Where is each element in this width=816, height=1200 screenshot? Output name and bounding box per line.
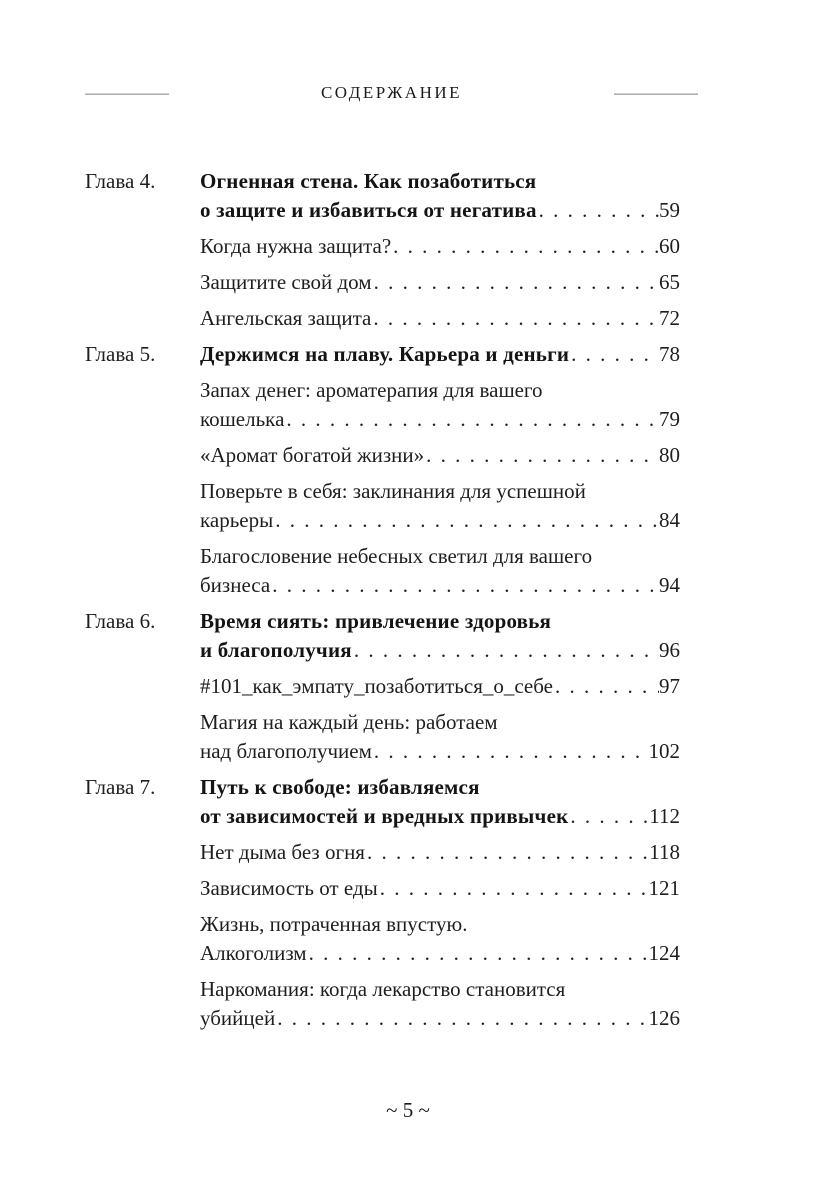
toc-entry-title-line: Время сиять: привлечение здоровья [200,609,552,633]
table-of-contents [85,167,680,1040]
toc-entry-title: Зависимость от еды [200,876,378,900]
header-rule-right [614,93,698,95]
toc-entry-title: #101_как_эмпату_позаботиться_о_себе [200,674,553,698]
toc-page-number: 60 [659,234,680,258]
toc-entry [85,975,680,1033]
toc-page-number: 84 [659,508,680,532]
dot-leader [275,1004,648,1033]
dot-leader [391,232,659,261]
toc-entry-title: Держимся на плаву. Карьера и деньги [200,342,570,366]
toc-entry-title-line: Огненная стена. Как позаботиться [200,169,537,193]
dot-leader [372,268,659,297]
toc-page-number: 72 [659,306,680,330]
toc-entry [85,232,680,261]
dot-leader [378,874,649,903]
dot-leader [372,737,649,766]
toc-entry-title: убийцей [200,1006,276,1030]
dot-leader [371,304,659,333]
dot-leader [307,939,649,968]
toc-page-number: 126 [648,1006,680,1030]
toc-page-number: 118 [649,840,680,864]
toc-page-number: 112 [649,804,680,828]
chapter-label: Глава 5. [85,342,156,366]
toc-entry-title-line: Наркомания: когда лекарство становится [200,977,566,1001]
toc-entry-title: «Аромат богатой жизни» [200,443,425,467]
dot-leader [352,636,659,665]
dot-leader [569,340,659,369]
toc-page-number: 94 [659,573,680,597]
page-header [85,84,698,104]
toc-entry-title: кошелька [200,407,285,431]
dot-leader [537,196,659,225]
dot-leader [365,838,649,867]
toc-page-number: 65 [659,270,680,294]
toc-entry [85,477,680,535]
toc-page-number: 78 [659,342,680,366]
toc-entry-title-line: Запах денег: ароматерапия для вашего [200,378,543,402]
dot-leader [568,802,649,831]
toc-entry [85,838,680,867]
page-title: СОДЕРЖАНИЕ [320,83,463,102]
dot-leader [270,571,659,600]
toc-entry-title: Когда нужна защита? [200,234,392,258]
toc-entry-title: над благополучием [200,739,372,763]
toc-page-number: 96 [659,638,680,662]
toc-entry [85,441,680,470]
toc-entry-title: Ангельская защита [200,306,372,330]
toc-entry-title: карьеры [200,508,274,532]
toc-page-number: 59 [659,198,680,222]
toc-entry-chapter-7 [85,773,680,831]
toc-entry-chapter-6 [85,607,680,665]
toc-entry-title-line: Благословение небесных светил для вашего [200,544,593,568]
toc-page-number: 121 [648,876,680,900]
dot-leader [424,441,659,470]
toc-entry-title: о защите и избавиться от негатива [200,198,537,222]
toc-page-number: 97 [659,674,680,698]
chapter-label: Глава 6. [85,609,156,633]
toc-entry [85,376,680,434]
dot-leader [273,506,659,535]
toc-entry-title-line: Путь к свободе: избавляемся [200,775,480,799]
chapter-label: Глава 7. [85,775,156,799]
toc-page-number: 102 [648,739,680,763]
toc-entry-title-line: Жизнь, потраченная впустую. [200,912,468,936]
dot-leader [553,672,659,701]
toc-entry-title: Нет дыма без огня [200,840,365,864]
toc-entry [85,910,680,968]
toc-page-number: 79 [659,407,680,431]
toc-entry [85,268,680,297]
toc-entry [85,708,680,766]
toc-entry [85,874,680,903]
dot-leader [284,405,659,434]
toc-entry-title-line: Магия на каждый день: работаем [200,710,498,734]
toc-entry-title-line: Поверьте в себя: заклинания для успешной [200,479,586,503]
toc-entry-title: Алкоголизм [200,941,307,965]
toc-entry [85,672,680,701]
toc-entry-title: от зависимостей и вредных привычек [200,804,569,828]
toc-entry [85,542,680,600]
toc-entry-chapter-4 [85,167,680,225]
toc-entry [85,304,680,333]
toc-entry-title: Защитите свой дом [200,270,372,294]
toc-entry-chapter-5 [85,340,680,369]
toc-entry-title: бизнеса [200,573,271,597]
page-number-footer: ~ 5 ~ [386,1098,430,1122]
toc-page-number: 80 [659,443,680,467]
chapter-label: Глава 4. [85,169,156,193]
header-rule-left [85,93,169,95]
toc-entry-title: и благополучия [200,638,352,662]
toc-page-number: 124 [648,941,680,965]
